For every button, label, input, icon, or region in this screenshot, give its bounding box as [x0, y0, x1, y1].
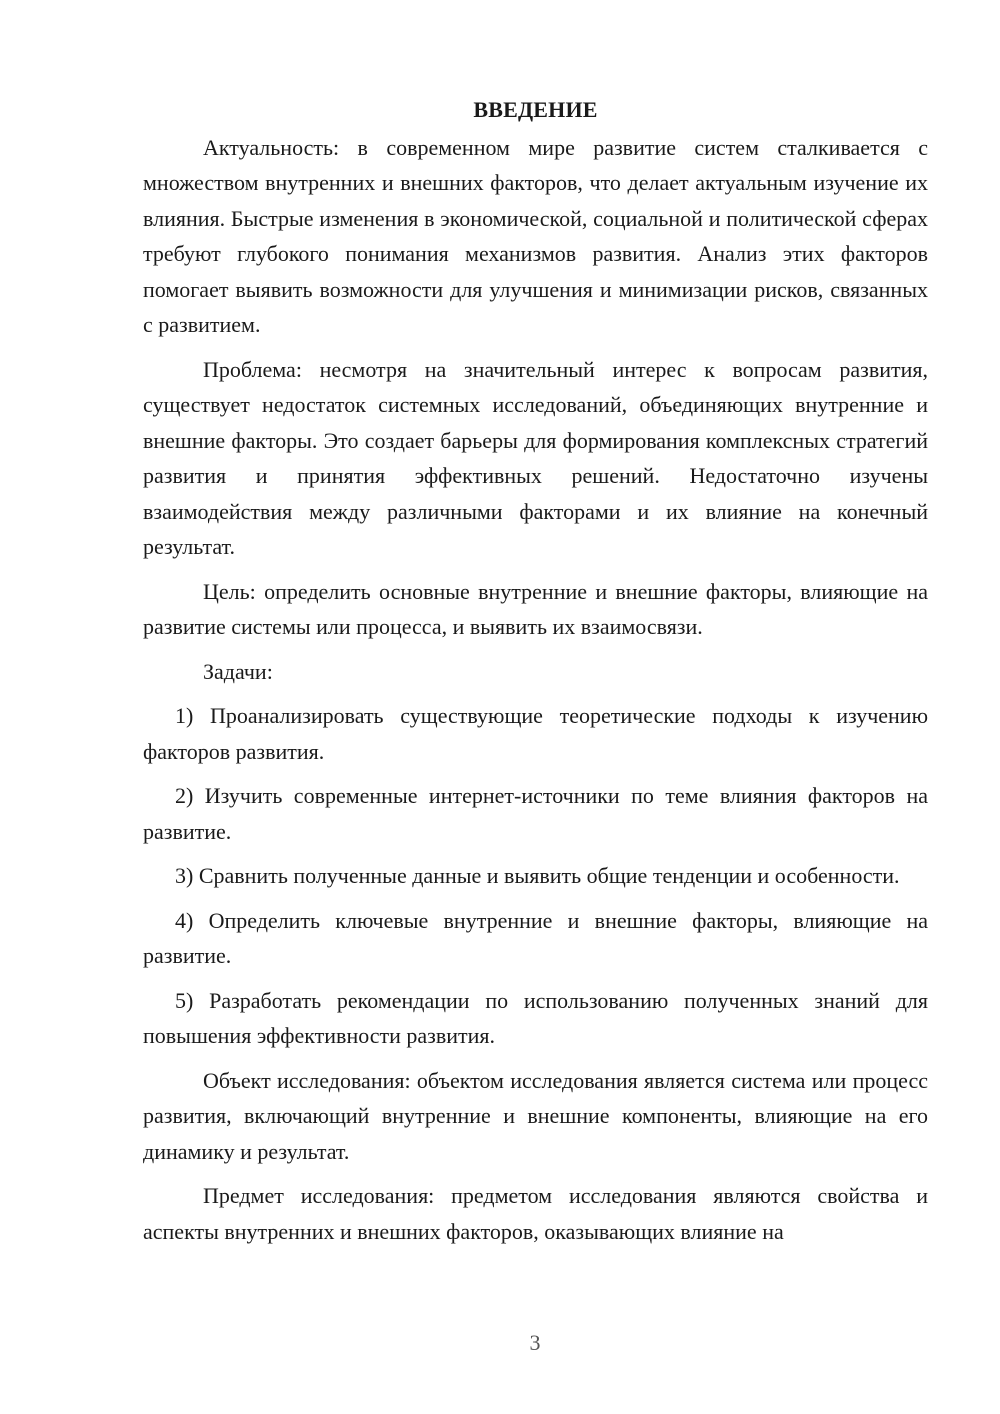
relevance-paragraph: Актуальность: в современном мире развитие систем сталкивается с множеством внутренних и внешних факторов, что делает актуальным изучение их влияния. Быстрые изменения в экономической, социальной и политической сферах требуют глубокого понимания механизмов развития. Анализ этих факторов помогает выявить возможности для улучшения и минимизации рисков, связанных с развитием. [143, 134, 928, 337]
list-item-text: Разработать рекомендации по использованию полученных знаний для повышения эффективности развития. [143, 987, 928, 1048]
list-item-number: 1) [175, 703, 194, 728]
goal-paragraph: Цель: определить основные внутренние и внешние факторы, влияющие на развитие системы или процесса, и выявить их взаимосвязи. [143, 578, 928, 639]
list-item-text: Проанализировать существующие теоретические подходы к изучению факторов развития. [143, 703, 929, 764]
list-item-number: 5) [175, 987, 194, 1013]
list-item [143, 698, 928, 769]
list-item [143, 858, 928, 894]
page-number: 3 [529, 1330, 541, 1355]
list-item-text: Изучить современные интернет-источники по теме влияния факторов на развитие. [143, 783, 928, 844]
subject-paragraph: Предмет исследования: предметом исследования являются свойства и аспекты внутренних и внешних факторов, оказывающих влияние на [143, 1183, 928, 1244]
list-item [143, 778, 928, 849]
section-title: ВВЕДЕНИЕ [473, 97, 598, 122]
object-paragraph: Объект исследования: объектом исследования является система или процесс развития, включающий внутренние и внешние компоненты, влияющие на его динамику и результат. [143, 1067, 928, 1164]
problem-paragraph: Проблема: несмотря на значительный интерес к вопросам развития, существует недостаток системных исследований, объединяющих внутренние и внешние факторы. Это создает барьеры для формирования комплексных стратегий развития и принятия эффективных решений. Недостаточно изучены взаимодействия между различными факторами и их влияние на конечный результат. [143, 356, 928, 559]
list-item-text: Определить ключевые внутренние и внешние факторы, влияющие на развитие. [143, 907, 928, 968]
list-item [143, 983, 928, 1054]
document-page [143, 92, 928, 1258]
tasks-heading: Задачи: [203, 658, 273, 684]
list-item-number: 3) [175, 863, 194, 888]
tasks-list [143, 698, 928, 1054]
list-item-number: 2) [175, 783, 194, 808]
list-item-number: 4) [175, 907, 194, 933]
list-item-text: Сравнить полученные данные и выявить общие тенденции и особенности. [198, 863, 900, 888]
list-item [143, 903, 928, 974]
